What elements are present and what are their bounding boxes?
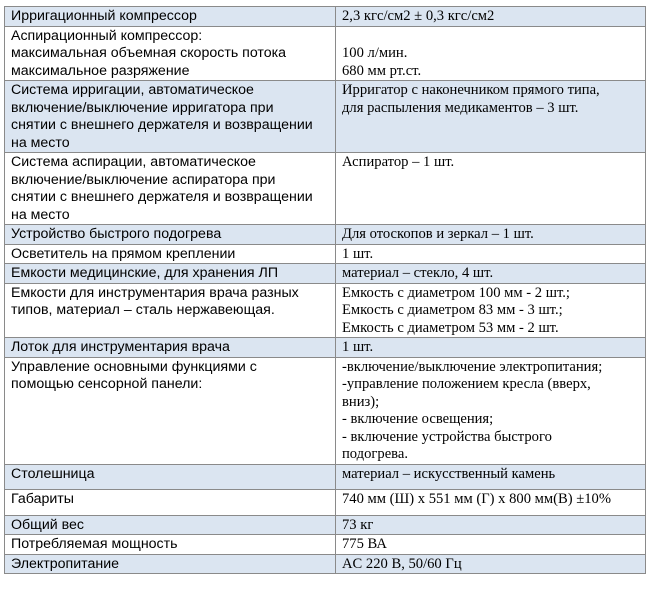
spec-parameter-cell (5, 26, 336, 81)
spec-value-line: -включение/выключение электропитания; (342, 358, 603, 375)
spec-parameter-line: Общий вес (11, 516, 84, 533)
spec-parameter-line: Лоток для инструментария врача (11, 339, 230, 355)
spec-parameter-line: максимальное разряжение (11, 62, 190, 79)
spec-parameter-cell (5, 338, 336, 358)
spec-parameter-cell (5, 554, 336, 574)
spec-parameter-cell (5, 81, 336, 153)
spec-row (5, 81, 646, 153)
spec-value-cell (336, 464, 646, 490)
spec-value-line: 73 кг (342, 516, 374, 533)
spec-value-line: Для отоскопов и зеркал – 1 шт. (342, 226, 534, 242)
spec-parameter-line: Габариты (11, 491, 74, 507)
spec-row (5, 490, 646, 516)
spec-parameter-line: Столешница (11, 465, 95, 482)
spec-parameter-cell (5, 264, 336, 284)
spec-parameter-cell (5, 490, 336, 516)
spec-value-line: 1 шт. (342, 339, 374, 355)
spec-value-line: - включение освещения; (342, 411, 494, 427)
spec-value-cell (336, 81, 646, 153)
spec-value-line: Емкость с диаметром 53 мм - 2 шт. (342, 319, 559, 336)
spec-value-line: 680 мм рт.ст. (342, 62, 422, 79)
spec-row (5, 244, 646, 264)
spec-row (5, 283, 646, 338)
specification-table-body (5, 7, 646, 574)
spec-value-line: подогрева. (342, 446, 408, 462)
spec-value-cell (336, 357, 646, 464)
spec-value-cell (336, 7, 646, 27)
spec-value-cell (336, 490, 646, 516)
spec-value-cell (336, 26, 646, 81)
spec-parameter-cell (5, 7, 336, 27)
spec-row (5, 264, 646, 284)
spec-value-line: вниз); (342, 393, 380, 410)
spec-row (5, 464, 646, 490)
spec-value-line: Ирригатор с наконечником прямого типа, (342, 82, 600, 98)
spec-value-cell (336, 535, 646, 555)
spec-parameter-line: Система аспирации, автоматическое (11, 154, 256, 170)
spec-value-line: -управление положением кресла (вверх, (342, 376, 591, 392)
spec-row (5, 357, 646, 464)
spec-parameter-line: Система ирригации, автоматическое (11, 82, 254, 98)
spec-value-line: Емкость с диаметром 83 мм - 3 шт.; (342, 302, 563, 318)
specification-table (4, 6, 646, 574)
spec-value-line: 740 мм (Ш) x 551 мм (Г) x 800 мм(В) ±10% (342, 491, 611, 507)
spec-parameter-line: Электропитание (11, 555, 120, 572)
spec-parameter-line: максимальная объемная скорость потока (11, 45, 287, 61)
spec-parameter-line: на место (11, 134, 70, 151)
spec-row (5, 26, 646, 81)
spec-parameter-line: Ирригационный компрессор (11, 8, 197, 24)
spec-parameter-line: Управление основными функциями с (11, 358, 257, 375)
spec-parameter-line: Осветитель на прямом креплении (11, 245, 236, 262)
spec-parameter-line: на место (11, 206, 70, 223)
spec-parameter-cell (5, 535, 336, 555)
spec-value-line (342, 28, 641, 46)
spec-value-cell (336, 225, 646, 245)
spec-parameter-line: Емкости медицинские, для хранения ЛП (11, 265, 279, 281)
spec-value-line: Емкость с диаметром 100 мм - 2 шт.; (342, 284, 570, 301)
spec-parameter-line: снятии с внешнего держателя и возвращении (11, 117, 313, 133)
spec-parameter-line: Аспирационный компрессор: (11, 27, 203, 44)
spec-row (5, 7, 646, 27)
spec-parameter-cell (5, 515, 336, 535)
spec-value-cell (336, 283, 646, 338)
spec-row (5, 554, 646, 574)
spec-value-cell (336, 515, 646, 535)
spec-value-cell (336, 244, 646, 264)
spec-value-cell (336, 554, 646, 574)
spec-parameter-cell (5, 283, 336, 338)
spec-parameter-cell (5, 244, 336, 264)
spec-value-cell (336, 338, 646, 358)
spec-parameter-line: включение/выключение ирригатора при (11, 99, 274, 116)
spec-row (5, 153, 646, 225)
spec-parameter-cell (5, 225, 336, 245)
spec-value-line: для распыления медикаментов – 3 шт. (342, 99, 579, 116)
spec-value-line: 1 шт. (342, 245, 374, 262)
spec-parameter-cell (5, 153, 336, 225)
spec-value-line: AC 220 В, 50/60 Гц (342, 555, 462, 572)
spec-value-cell (336, 264, 646, 284)
spec-value-line: 2,3 кгс/см2 ± 0,3 кгс/см2 (342, 8, 495, 24)
spec-row (5, 338, 646, 358)
spec-parameter-line: снятии с внешнего держателя и возвращении (11, 189, 313, 205)
spec-row (5, 225, 646, 245)
spec-parameter-cell (5, 464, 336, 490)
spec-value-line: - включение устройства быстрого (342, 428, 552, 445)
spec-parameter-line: типов, материал – сталь нержавеющая. (11, 302, 275, 318)
spec-row (5, 515, 646, 535)
spec-value-line: 100 л/мин. (342, 45, 408, 61)
spec-parameter-line: включение/выключение аспиратора при (11, 171, 276, 188)
spec-row (5, 535, 646, 555)
spec-parameter-line: Потребляемая мощность (11, 536, 178, 552)
spec-parameter-line: Емкости для инструментария врача разных (11, 284, 299, 301)
spec-value-line: материал – искусственный камень (342, 465, 556, 482)
spec-value-cell (336, 153, 646, 225)
spec-value-line: Аспиратор – 1 шт. (342, 154, 455, 170)
spec-value-line: материал – стекло, 4 шт. (342, 265, 494, 281)
spec-parameter-line: помощью сенсорной панели: (11, 376, 203, 392)
spec-parameter-line: Устройство быстрого подогрева (11, 226, 222, 242)
spec-value-line: 775 ВА (342, 536, 387, 552)
spec-parameter-cell (5, 357, 336, 464)
